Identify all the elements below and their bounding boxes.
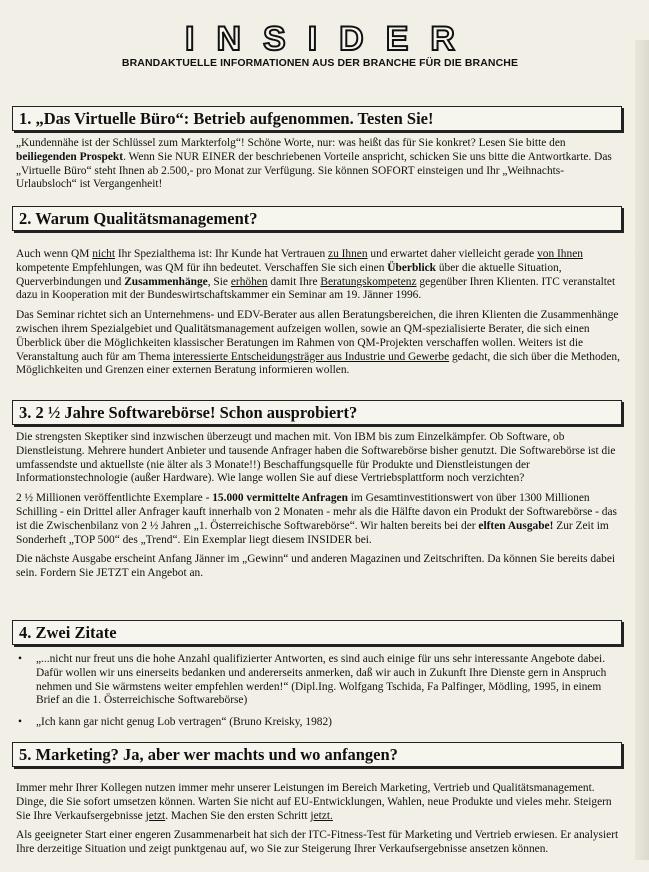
- text-run: Immer mehr Ihrer Kollegen nutzen immer mehr unserer Leistungen im Bereich Marketing, Vertrieb und Qualitätsmanagement. Dinge, die Sie sofort umsetzen können. Warten Sie nicht auf EU-Entwicklungen, Wahlen, neue Produkte und vieles mehr. Steigern Sie Ihre Verkaufsergebnisse: [16, 782, 612, 822]
- underlined-run: interessierte Entscheidungsträger aus Industrie und Gewerbe: [173, 350, 450, 363]
- text-run: „Kundennähe ist der Schlüssel zum Markterfolg“! Schöne Worte, nur: was heißt das für Sie konkret? Lesen Sie bitte den: [16, 137, 566, 149]
- section-5-heading: 5. Marketing? Ja, aber wer machts und wo anfangen?: [12, 742, 622, 767]
- bold-run: Zusammenhänge: [124, 275, 208, 288]
- bold-run: 15.000 vermittelte Anfragen: [212, 492, 348, 505]
- text-run: damit Ihre: [267, 275, 321, 288]
- text-run: , Sie: [207, 275, 231, 288]
- text-run: im Gesamtinvestitionswert von über 1300 Millionen Schilling - ein Drittel aller Anfrager kauft innerhalb von 2 Monaten - mehr als die Hälfte davon ein Produkt der Softwarebörse - das ist die Zwischenbilanz von 2 ½ Jahren „1. Österreichische Softwarebörse“. Wir halten bereits bei der: [16, 492, 617, 532]
- section-2-body: [16, 248, 622, 378]
- section-3-paragraph-2: [16, 492, 622, 547]
- section-3-body: [16, 431, 622, 581]
- underlined-run: von Ihnen: [537, 248, 583, 260]
- page-edge: [635, 40, 649, 860]
- section-5-paragraph-2: Als geeigneter Start einer engeren Zusammenarbeit hat sich der ITC-Fitness-Test für Marketing und Vertrieb erwiesen. Er analysiert Ihre derzeitige Situation und zeigt punktgenau auf, wo Sie zur Steigerung Ihrer Verkaufsergebnisse ansetzen können.: [16, 829, 619, 856]
- masthead: [100, 22, 540, 69]
- insider-logo: INSIDER: [100, 22, 540, 56]
- section-1-heading: 1. „Das Virtuelle Büro“: Betrieb aufgenommen. Testen Sie!: [12, 106, 622, 131]
- quote-item: • „Ich kann gar nicht genug Lob vertragen“ (Bruno Kreisky, 1982): [16, 716, 622, 730]
- text-run: . Wenn Sie NUR EINER der beschriebenen Vorteile anspricht, schicken Sie uns bitte die Antwortkarte. Das „Virtuelle Büro“ steht Ihnen ab 2.500,- pro Monat zur Verfügung. Sie können SOFORT einsteigen und Ihr „Weihnachts-Urlaubsloch“ ist Vergangenheit!: [16, 150, 612, 191]
- quote-item: • „...nicht nur freut uns die hohe Anzahl qualifizierter Antworten, es sind auch einige für uns sehr interessante Angebote dabei. Dafür wollen wir uns einerseits bedanken und andererseits anmerken, daß wir auch in Zukunft Ihre Dienste gern in Anspruch nehmen und Sie wärmstens weiter empfehlen werden!“ (Dipl.Ing. Wolfgang Tschida, Fa Palfinger, Mödling, 1995, in einem Brief an die 1. Österreichische Softwarebörse): [16, 653, 622, 708]
- section-4-body: [16, 653, 622, 730]
- text-run: Das Seminar richtet sich an Unternehmens- und EDV-Berater aus allen Beratungsbereichen, die ihren Klienten die Zusammenhänge zwischen ihrem Spezialgebiet und Qualitätsmanagement aufzeigen wollen, sowie an QM-spezialisierte Berater, die sich einen Überblick über die Möglichkeiten klassischer Beratungen im Rahmen von QM-Projekten verschaffen wollen. Weiters ist die Veranstaltung auch für am Thema: [16, 309, 619, 363]
- underlined-run: jetzt: [145, 809, 166, 822]
- section-1-body: [16, 137, 622, 192]
- text-run: 2 ½ Millionen veröffentlichte Exemplare -: [16, 492, 213, 505]
- section-2-paragraph-2: [16, 309, 622, 378]
- underlined-run: zu Ihnen: [328, 248, 368, 260]
- text-run: Zur Zeit im Sonderheft „TOP 500“ des „Trend“. Ein Exemplar liegt diesem INSIDER bei.: [16, 519, 609, 546]
- text-run: Ihr Spezialthema ist: Ihr Kunde hat Vertrauen: [115, 248, 329, 260]
- underlined-run: nicht: [92, 248, 116, 260]
- section-5-paragraph-1: [16, 782, 622, 823]
- bold-run: Überblick: [387, 261, 436, 274]
- section-3-paragraph-1: Die strengsten Skeptiker sind inzwischen überzeugt und machen mit. Von IBM bis zum Einzelkämpfer. Ob Software, ob Dienstleistung. Mehrere hundert Anbieter und tausende Anfrager haben die Softwarebörse bisher genutzt. Die Softwarebörse ist die umfassendste und aktuellste (nie älter als 3 Monate!!) Beschaffungsquelle für Produkte und Dienstleistungen der Informationstechnologie (außer Hardware). Wie lange wollen Sie auf diese Vertriebsplattform noch verzichten?: [16, 431, 616, 485]
- underlined-run: jetzt.: [310, 809, 333, 822]
- section-3-heading: 3. 2 ½ Jahre Softwarebörse! Schon ausprobiert?: [12, 400, 622, 425]
- underlined-run: erhöhen: [230, 275, 268, 288]
- section-2-paragraph-1: [16, 248, 622, 303]
- text-run: Auch wenn QM: [16, 248, 93, 260]
- text-run: kompetente Empfehlungen, was QM für ihn bedeutet. Verschaffen Sie sich einen: [16, 261, 388, 274]
- section-2-heading: 2. Warum Qualitätsmanagement?: [12, 206, 622, 231]
- section-4-heading: 4. Zwei Zitate: [12, 620, 622, 645]
- text-run: und erwartet daher vielleicht gerade: [367, 248, 538, 260]
- text-run: über die aktuelle Situation, Querverbindungen und: [16, 261, 562, 288]
- bold-run: elften Ausgabe!: [478, 519, 554, 532]
- quote-list: [16, 653, 622, 730]
- text-run: . Machen Sie den ersten Schritt: [165, 809, 311, 822]
- text-run: gegenüber Ihren Klienten. ITC veranstaltet dazu in Kooperation mit der Bundeswirtschaftskammer ein Seminar am 19. Jänner 1996.: [16, 275, 616, 302]
- bold-run: beiliegenden Prospekt: [16, 150, 124, 163]
- section-3-paragraph-3: Die nächste Ausgabe erscheint Anfang Jänner im „Gewinn“ und anderen Magazinen und Zeitschriften. Da können Sie bereits dabei sein. Fordern Sie JETZT ein Angebot an.: [16, 553, 616, 580]
- text-run: gedacht, die sich über die Methoden, Möglichkeiten und Grenzen einer externen Beratung informieren wollen.: [16, 350, 620, 377]
- tagline: BRANDAKTUELLE INFORMATIONEN AUS DER BRANCHE FÜR DIE BRANCHE: [121, 57, 519, 69]
- underlined-run: Beratungskompetenz: [320, 275, 417, 288]
- section-1-paragraph: [16, 137, 622, 192]
- section-5-body: [16, 782, 622, 857]
